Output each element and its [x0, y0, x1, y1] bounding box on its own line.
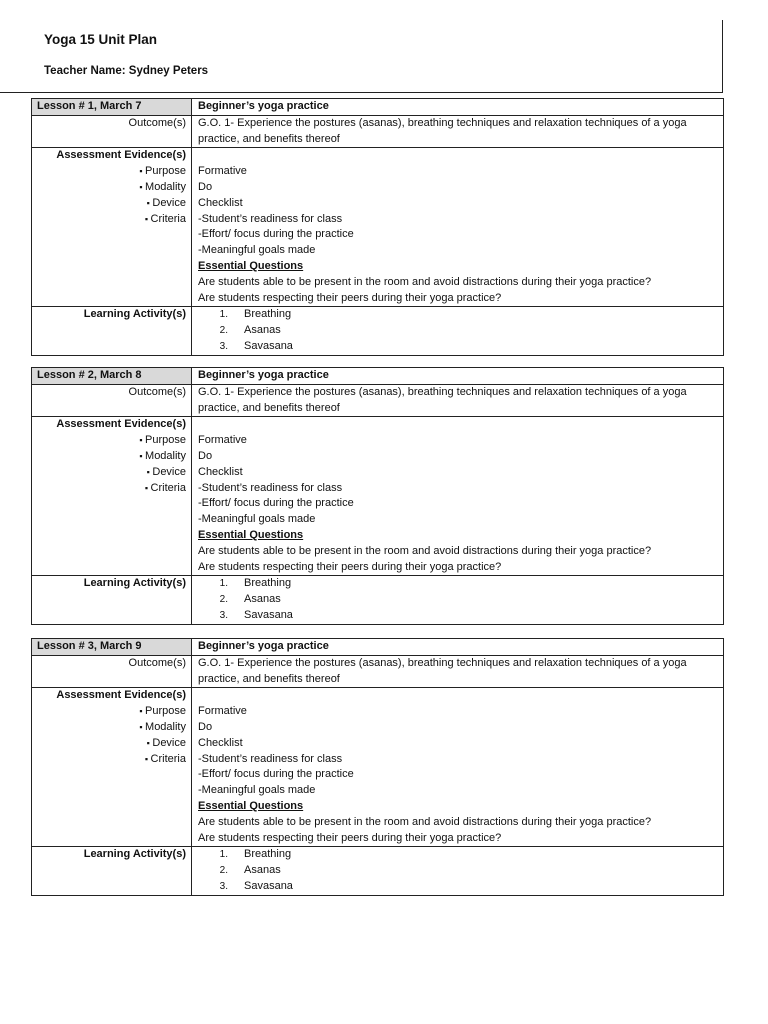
- activity-list: [198, 576, 723, 623]
- lesson-heading: Lesson # 3, March 9: [32, 639, 192, 656]
- activity-number: 1.: [219, 578, 228, 590]
- assessment-details: [192, 688, 724, 847]
- activity-item: [206, 307, 723, 323]
- purpose-value: Formative: [198, 434, 247, 447]
- lesson-heading-row: [32, 99, 724, 116]
- activity-text: Breathing: [244, 308, 292, 321]
- activity-number: 3.: [219, 340, 228, 352]
- activity-number: 3.: [219, 880, 228, 892]
- activity-text: Asanas: [244, 593, 281, 606]
- spacer-line: [198, 148, 723, 164]
- assessment-row: [32, 148, 724, 307]
- activity-number: 2.: [219, 594, 228, 606]
- lesson-table-2: [31, 367, 724, 625]
- essential-question: Are students able to be present in the room and avoid distractions during their yoga practice?: [198, 815, 652, 828]
- lesson-heading-row: [32, 368, 724, 385]
- modality-value: Do: [198, 180, 213, 193]
- essential-questions-heading: Essential Questions: [198, 799, 304, 812]
- outcome-row: [32, 655, 724, 688]
- criteria-item: -Effort/ focus during the practice: [198, 768, 354, 781]
- lesson-name: Beginner’s yoga practice: [192, 368, 724, 385]
- modality-label: ▪ Modality: [32, 720, 186, 736]
- outcome-label: Outcome(s): [32, 655, 192, 688]
- activity-text: Breathing: [244, 848, 292, 861]
- activity-item: [206, 879, 723, 895]
- device-label: ▪ Device: [32, 736, 186, 752]
- activity-row: [32, 576, 724, 624]
- activity-item: [206, 576, 723, 592]
- outcome-row: [32, 384, 724, 417]
- outcome-row: [32, 115, 724, 148]
- activity-text: Savasana: [244, 879, 293, 892]
- assessment-labels: [32, 148, 192, 307]
- outcome-label: Outcome(s): [32, 384, 192, 417]
- lesson-name: Beginner’s yoga practice: [192, 639, 724, 656]
- device-value: Checklist: [198, 196, 243, 209]
- modality-value: Do: [198, 449, 213, 462]
- outcome-label: Outcome(s): [32, 115, 192, 148]
- lesson-table-1: [31, 98, 724, 356]
- document-title: Yoga 15 Unit Plan: [44, 32, 158, 47]
- activity-label: Learning Activity(s): [32, 307, 192, 355]
- activity-row: [32, 847, 724, 895]
- criteria-item: -Effort/ focus during the practice: [198, 497, 354, 510]
- activity-list-cell: [192, 576, 724, 624]
- spacer-line: [198, 688, 723, 704]
- modality-label: ▪ Modality: [32, 180, 186, 196]
- purpose-label: ▪ Purpose: [32, 704, 186, 720]
- assessment-label: Assessment Evidence(s): [56, 418, 186, 431]
- device-label: ▪ Device: [32, 465, 186, 481]
- teacher-name: Teacher Name: Sydney Peters: [44, 65, 209, 77]
- activity-item: [206, 339, 723, 355]
- activity-item: [206, 863, 723, 879]
- device-value: Checklist: [198, 736, 243, 749]
- lesson-table-3: [31, 638, 724, 896]
- essential-questions-heading: Essential Questions: [198, 259, 304, 272]
- activity-item: [206, 608, 723, 624]
- criteria-label: ▪ Criteria: [32, 752, 186, 768]
- assessment-details: [192, 148, 724, 307]
- essential-question: Are students respecting their peers during their yoga practice?: [198, 831, 502, 844]
- activity-number: 1.: [219, 309, 228, 321]
- criteria-item: -Meaningful goals made: [198, 784, 316, 797]
- assessment-labels: [32, 688, 192, 847]
- essential-question: Are students respecting their peers during their yoga practice?: [198, 291, 502, 304]
- lesson-heading-row: [32, 639, 724, 656]
- activity-list-cell: [192, 847, 724, 895]
- activity-item: [206, 323, 723, 339]
- activity-text: Breathing: [244, 577, 292, 590]
- activity-list: [198, 307, 723, 354]
- activity-item: [206, 847, 723, 863]
- activity-label: Learning Activity(s): [32, 847, 192, 895]
- activity-list-cell: [192, 307, 724, 355]
- purpose-label: ▪ Purpose: [32, 164, 186, 180]
- essential-question: Are students able to be present in the room and avoid distractions during their yoga practice?: [198, 544, 652, 557]
- assessment-labels: [32, 417, 192, 576]
- activity-text: Asanas: [244, 324, 281, 337]
- criteria-item: -Effort/ focus during the practice: [198, 228, 354, 241]
- device-value: Checklist: [198, 465, 243, 478]
- criteria-item: -Meaningful goals made: [198, 244, 316, 257]
- activity-list: [198, 847, 723, 894]
- outcome-text: G.O. 1- Experience the postures (asanas), breathing techniques and relaxation techniques of a yoga practice, and benefits thereof: [192, 384, 724, 417]
- essential-questions-heading: Essential Questions: [198, 528, 304, 541]
- lesson-heading: Lesson # 2, March 8: [32, 368, 192, 385]
- modality-label: ▪ Modality: [32, 449, 186, 465]
- outcome-text: G.O. 1- Experience the postures (asanas), breathing techniques and relaxation techniques of a yoga practice, and benefits thereof: [192, 655, 724, 688]
- criteria-item: -Student’s readiness for class: [198, 212, 343, 225]
- criteria-item: -Student’s readiness for class: [198, 481, 343, 494]
- header-frame: [0, 20, 723, 93]
- activity-number: 2.: [219, 325, 228, 337]
- activity-number: 2.: [219, 865, 228, 877]
- assessment-label: Assessment Evidence(s): [56, 149, 186, 162]
- lesson-heading: Lesson # 1, March 7: [32, 99, 192, 116]
- activity-label: Learning Activity(s): [32, 576, 192, 624]
- outcome-text: G.O. 1- Experience the postures (asanas), breathing techniques and relaxation techniques of a yoga practice, and benefits thereof: [192, 115, 724, 148]
- activity-row: [32, 307, 724, 355]
- activity-number: 1.: [219, 849, 228, 861]
- activity-text: Savasana: [244, 339, 293, 352]
- criteria-label: ▪ Criteria: [32, 212, 186, 228]
- purpose-value: Formative: [198, 165, 247, 178]
- lesson-name: Beginner’s yoga practice: [192, 99, 724, 116]
- criteria-label: ▪ Criteria: [32, 481, 186, 497]
- spacer-line: [198, 417, 723, 433]
- essential-question: Are students able to be present in the room and avoid distractions during their yoga practice?: [198, 275, 652, 288]
- activity-text: Asanas: [244, 864, 281, 877]
- assessment-label: Assessment Evidence(s): [56, 689, 186, 702]
- essential-question: Are students respecting their peers during their yoga practice?: [198, 560, 502, 573]
- assessment-row: [32, 417, 724, 576]
- purpose-value: Formative: [198, 705, 247, 718]
- assessment-details: [192, 417, 724, 576]
- activity-number: 3.: [219, 609, 228, 621]
- assessment-row: [32, 688, 724, 847]
- purpose-label: ▪ Purpose: [32, 433, 186, 449]
- activity-text: Savasana: [244, 608, 293, 621]
- criteria-item: -Student’s readiness for class: [198, 752, 343, 765]
- activity-item: [206, 592, 723, 608]
- modality-value: Do: [198, 720, 213, 733]
- device-label: ▪ Device: [32, 196, 186, 212]
- criteria-item: -Meaningful goals made: [198, 513, 316, 526]
